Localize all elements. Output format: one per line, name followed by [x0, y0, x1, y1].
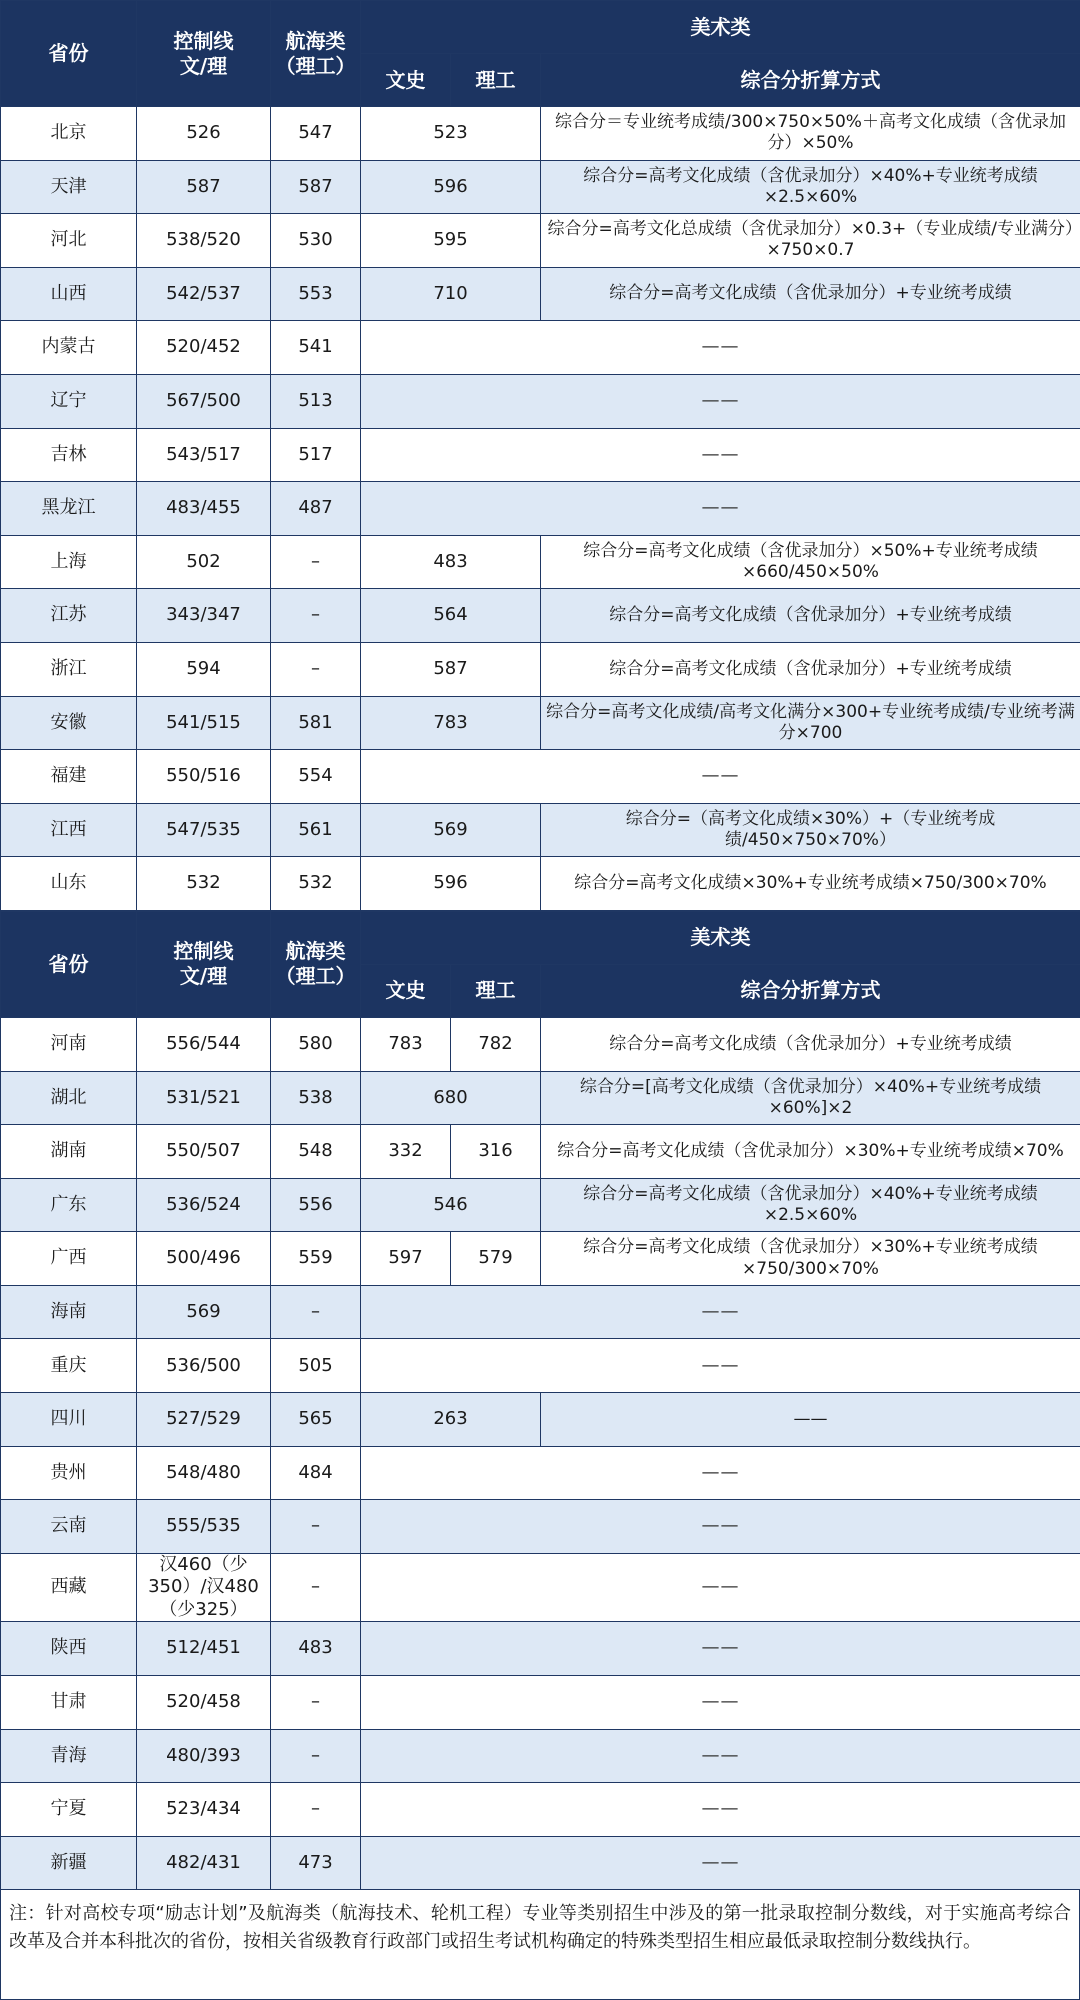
- table-row: [1, 1446, 1080, 1500]
- nautical-cell: 541: [271, 321, 361, 375]
- control-line-cell: 526: [137, 107, 271, 161]
- header-control-line: 控制线 文/理: [137, 1, 271, 107]
- header-wenshi: 文史: [361, 54, 451, 107]
- table-row: [1, 1285, 1080, 1339]
- nautical-cell: –: [271, 589, 361, 643]
- table-row: [1, 750, 1080, 804]
- art-none-cell: ——: [361, 1783, 1080, 1837]
- table-row: [1, 214, 1080, 268]
- table-row: [1, 1232, 1080, 1286]
- province-cell: 甘肃: [1, 1675, 137, 1729]
- table-row: [1, 160, 1080, 214]
- table-row: [1, 1339, 1080, 1393]
- control-line-cell: 587: [137, 160, 271, 214]
- table-row: [1, 1675, 1080, 1729]
- nautical-cell: 538: [271, 1071, 361, 1125]
- control-line-cell: 520/458: [137, 1675, 271, 1729]
- control-line-cell: 556/544: [137, 1017, 271, 1071]
- header-ligong: 理工: [451, 964, 541, 1017]
- formula-cell: 综合分=高考文化成绩/高考文化满分×300+专业统考成绩/专业统考满分×700: [541, 696, 1080, 750]
- art-wenshi-cell: 783: [361, 1017, 451, 1071]
- province-cell: 天津: [1, 160, 137, 214]
- table-row: [1, 642, 1080, 696]
- control-line-cell: 541/515: [137, 696, 271, 750]
- nautical-cell: –: [271, 535, 361, 589]
- province-cell: 云南: [1, 1500, 137, 1554]
- art-none-cell: ——: [361, 321, 1080, 375]
- control-line-cell: 547/535: [137, 803, 271, 857]
- province-cell: 广东: [1, 1178, 137, 1232]
- province-cell: 黑龙江: [1, 482, 137, 536]
- table-row: [1, 1017, 1080, 1071]
- nautical-cell: 547: [271, 107, 361, 161]
- control-line-cell: 527/529: [137, 1393, 271, 1447]
- formula-cell: 综合分=高考文化成绩（含优录加分）+专业统考成绩: [541, 642, 1080, 696]
- province-cell: 北京: [1, 107, 137, 161]
- art-none-cell: ——: [361, 1836, 1080, 1890]
- province-cell: 湖北: [1, 1071, 137, 1125]
- art-none-cell: ——: [361, 428, 1080, 482]
- table-row: [1, 428, 1080, 482]
- art-score-cell: 710: [361, 267, 541, 321]
- nautical-cell: 513: [271, 374, 361, 428]
- header-province: 省份: [1, 1, 137, 107]
- province-cell: 新疆: [1, 1836, 137, 1890]
- control-line-cell: 594: [137, 642, 271, 696]
- control-line-cell: 523/434: [137, 1783, 271, 1837]
- nautical-cell: 553: [271, 267, 361, 321]
- score-table-1: [0, 0, 1080, 911]
- nautical-cell: 559: [271, 1232, 361, 1286]
- province-cell: 福建: [1, 750, 137, 804]
- province-cell: 西藏: [1, 1553, 137, 1622]
- formula-cell: 综合分=高考文化成绩（含优录加分）+专业统考成绩: [541, 267, 1080, 321]
- province-cell: 辽宁: [1, 374, 137, 428]
- formula-cell: 综合分=高考文化成绩（含优录加分）+专业统考成绩: [541, 1017, 1080, 1071]
- formula-cell: 综合分=高考文化总成绩（含优录加分）×0.3+（专业成绩/专业满分）×750×0.7: [541, 214, 1080, 268]
- table-row: [1, 1783, 1080, 1837]
- nautical-cell: –: [271, 1500, 361, 1554]
- art-ligong-cell: 782: [451, 1017, 541, 1071]
- formula-cell: 综合分=高考文化成绩（含优录加分）×30%+专业统考成绩×70%: [541, 1125, 1080, 1179]
- control-line-cell: 汉460（少350）/汉480（少325）: [137, 1553, 271, 1622]
- art-score-cell: 569: [361, 803, 541, 857]
- art-score-cell: 483: [361, 535, 541, 589]
- nautical-cell: –: [271, 1783, 361, 1837]
- province-cell: 宁夏: [1, 1783, 137, 1837]
- control-line-cell: 483/455: [137, 482, 271, 536]
- table-row: [1, 267, 1080, 321]
- province-cell: 江西: [1, 803, 137, 857]
- province-cell: 四川: [1, 1393, 137, 1447]
- table-row: [1, 1836, 1080, 1890]
- art-score-cell: 546: [361, 1178, 541, 1232]
- art-none-cell: ——: [361, 1675, 1080, 1729]
- table-row: [1, 374, 1080, 428]
- province-cell: 青海: [1, 1729, 137, 1783]
- table-row: [1, 535, 1080, 589]
- nautical-cell: 556: [271, 1178, 361, 1232]
- nautical-cell: 548: [271, 1125, 361, 1179]
- table-row: [1, 1071, 1080, 1125]
- formula-cell: 综合分=高考文化成绩（含优录加分）×40%+专业统考成绩×2.5×60%: [541, 160, 1080, 214]
- art-ligong-cell: 579: [451, 1232, 541, 1286]
- nautical-cell: 505: [271, 1339, 361, 1393]
- nautical-cell: 530: [271, 214, 361, 268]
- art-none-cell: ——: [361, 1553, 1080, 1622]
- nautical-cell: 561: [271, 803, 361, 857]
- art-none-cell: ——: [361, 1339, 1080, 1393]
- formula-cell: 综合分=高考文化成绩×30%+专业统考成绩×750/300×70%: [541, 857, 1080, 911]
- nautical-cell: 565: [271, 1393, 361, 1447]
- art-none-cell: ——: [361, 1285, 1080, 1339]
- art-score-cell: 596: [361, 160, 541, 214]
- art-score-cell: 595: [361, 214, 541, 268]
- header-nautical: 航海类 （理工）: [271, 911, 361, 1017]
- header-wenshi: 文史: [361, 964, 451, 1017]
- nautical-cell: –: [271, 642, 361, 696]
- province-cell: 贵州: [1, 1446, 137, 1500]
- table-row: [1, 1729, 1080, 1783]
- header-art: 美术类: [361, 1, 1080, 54]
- art-wenshi-cell: 597: [361, 1232, 451, 1286]
- nautical-cell: 532: [271, 857, 361, 911]
- table-row: [1, 1125, 1080, 1179]
- control-line-cell: 520/452: [137, 321, 271, 375]
- table-row: [1, 589, 1080, 643]
- control-line-cell: 502: [137, 535, 271, 589]
- art-none-cell: ——: [361, 1622, 1080, 1676]
- province-cell: 山西: [1, 267, 137, 321]
- nautical-cell: 517: [271, 428, 361, 482]
- province-cell: 山东: [1, 857, 137, 911]
- province-cell: 吉林: [1, 428, 137, 482]
- control-line-cell: 480/393: [137, 1729, 271, 1783]
- control-line-cell: 569: [137, 1285, 271, 1339]
- province-cell: 陕西: [1, 1622, 137, 1676]
- nautical-cell: –: [271, 1729, 361, 1783]
- footnote: 注：针对高校专项“励志计划”及航海类（航海技术、轮机工程）专业等类别招生中涉及的第一批录取控制分数线，对于实施高考综合改革及合并本科批次的省份，按相关省级教育行政部门或招生考试机构确定的特殊类型招生相应最低录取控制分数线执行。: [0, 1890, 1080, 2000]
- control-line-cell: 500/496: [137, 1232, 271, 1286]
- control-line-cell: 550/507: [137, 1125, 271, 1179]
- header-formula: 综合分折算方式: [541, 964, 1080, 1017]
- control-line-cell: 567/500: [137, 374, 271, 428]
- art-score-cell: 680: [361, 1071, 541, 1125]
- province-cell: 重庆: [1, 1339, 137, 1393]
- province-cell: 湖南: [1, 1125, 137, 1179]
- nautical-cell: –: [271, 1553, 361, 1622]
- province-cell: 海南: [1, 1285, 137, 1339]
- control-line-cell: 531/521: [137, 1071, 271, 1125]
- art-score-cell: 587: [361, 642, 541, 696]
- art-score-cell: 564: [361, 589, 541, 643]
- formula-cell: 综合分=高考文化成绩（含优录加分）×40%+专业统考成绩×2.5×60%: [541, 1178, 1080, 1232]
- nautical-cell: –: [271, 1675, 361, 1729]
- control-line-cell: 343/347: [137, 589, 271, 643]
- control-line-cell: 542/537: [137, 267, 271, 321]
- header-art: 美术类: [361, 911, 1080, 964]
- control-line-cell: 536/524: [137, 1178, 271, 1232]
- province-cell: 广西: [1, 1232, 137, 1286]
- nautical-cell: 587: [271, 160, 361, 214]
- nautical-cell: 580: [271, 1017, 361, 1071]
- score-table-2: [0, 911, 1080, 1890]
- nautical-cell: 487: [271, 482, 361, 536]
- table-row: [1, 482, 1080, 536]
- art-none-cell: ——: [361, 374, 1080, 428]
- control-line-cell: 548/480: [137, 1446, 271, 1500]
- province-cell: 浙江: [1, 642, 137, 696]
- header-nautical: 航海类 （理工）: [271, 1, 361, 107]
- table-row: [1, 107, 1080, 161]
- control-line-cell: 482/431: [137, 1836, 271, 1890]
- art-wenshi-cell: 332: [361, 1125, 451, 1179]
- header-control-line: 控制线 文/理: [137, 911, 271, 1017]
- table-row: [1, 1393, 1080, 1447]
- province-cell: 内蒙古: [1, 321, 137, 375]
- control-line-cell: 536/500: [137, 1339, 271, 1393]
- control-line-cell: 512/451: [137, 1622, 271, 1676]
- table-row: [1, 1553, 1080, 1622]
- art-score-cell: 596: [361, 857, 541, 911]
- control-line-cell: 550/516: [137, 750, 271, 804]
- table-row: [1, 1178, 1080, 1232]
- nautical-cell: 483: [271, 1622, 361, 1676]
- header-province: 省份: [1, 911, 137, 1017]
- formula-cell: 综合分=[高考文化成绩（含优录加分）×40%+专业统考成绩×60%]×2: [541, 1071, 1080, 1125]
- province-cell: 安徽: [1, 696, 137, 750]
- nautical-cell: 484: [271, 1446, 361, 1500]
- province-cell: 河北: [1, 214, 137, 268]
- header-formula: 综合分折算方式: [541, 54, 1080, 107]
- nautical-cell: 554: [271, 750, 361, 804]
- table-row: [1, 803, 1080, 857]
- art-none-cell: ——: [361, 1729, 1080, 1783]
- art-score-cell: 523: [361, 107, 541, 161]
- table-row: [1, 857, 1080, 911]
- formula-cell: 综合分=（高考文化成绩×30%）+（专业统考成绩/450×750×70%）: [541, 803, 1080, 857]
- control-line-cell: 543/517: [137, 428, 271, 482]
- art-ligong-cell: 316: [451, 1125, 541, 1179]
- control-line-cell: 538/520: [137, 214, 271, 268]
- formula-cell: ——: [541, 1393, 1080, 1447]
- formula-cell: 综合分=高考文化成绩（含优录加分）×50%+专业统考成绩×660/450×50%: [541, 535, 1080, 589]
- formula-cell: 综合分=高考文化成绩（含优录加分）×30%+专业统考成绩×750/300×70%: [541, 1232, 1080, 1286]
- art-score-cell: 783: [361, 696, 541, 750]
- table-row: [1, 321, 1080, 375]
- nautical-cell: 473: [271, 1836, 361, 1890]
- table-row: [1, 696, 1080, 750]
- province-cell: 河南: [1, 1017, 137, 1071]
- art-none-cell: ——: [361, 482, 1080, 536]
- nautical-cell: 581: [271, 696, 361, 750]
- art-none-cell: ——: [361, 1500, 1080, 1554]
- control-line-cell: 532: [137, 857, 271, 911]
- province-cell: 江苏: [1, 589, 137, 643]
- art-none-cell: ——: [361, 750, 1080, 804]
- table-row: [1, 1500, 1080, 1554]
- table-row: [1, 1622, 1080, 1676]
- nautical-cell: –: [271, 1285, 361, 1339]
- province-cell: 上海: [1, 535, 137, 589]
- art-none-cell: ——: [361, 1446, 1080, 1500]
- formula-cell: 综合分＝专业统考成绩/300×750×50%＋高考文化成绩（含优录加分）×50%: [541, 107, 1080, 161]
- formula-cell: 综合分=高考文化成绩（含优录加分）+专业统考成绩: [541, 589, 1080, 643]
- header-ligong: 理工: [451, 54, 541, 107]
- control-line-cell: 555/535: [137, 1500, 271, 1554]
- art-score-cell: 263: [361, 1393, 541, 1447]
